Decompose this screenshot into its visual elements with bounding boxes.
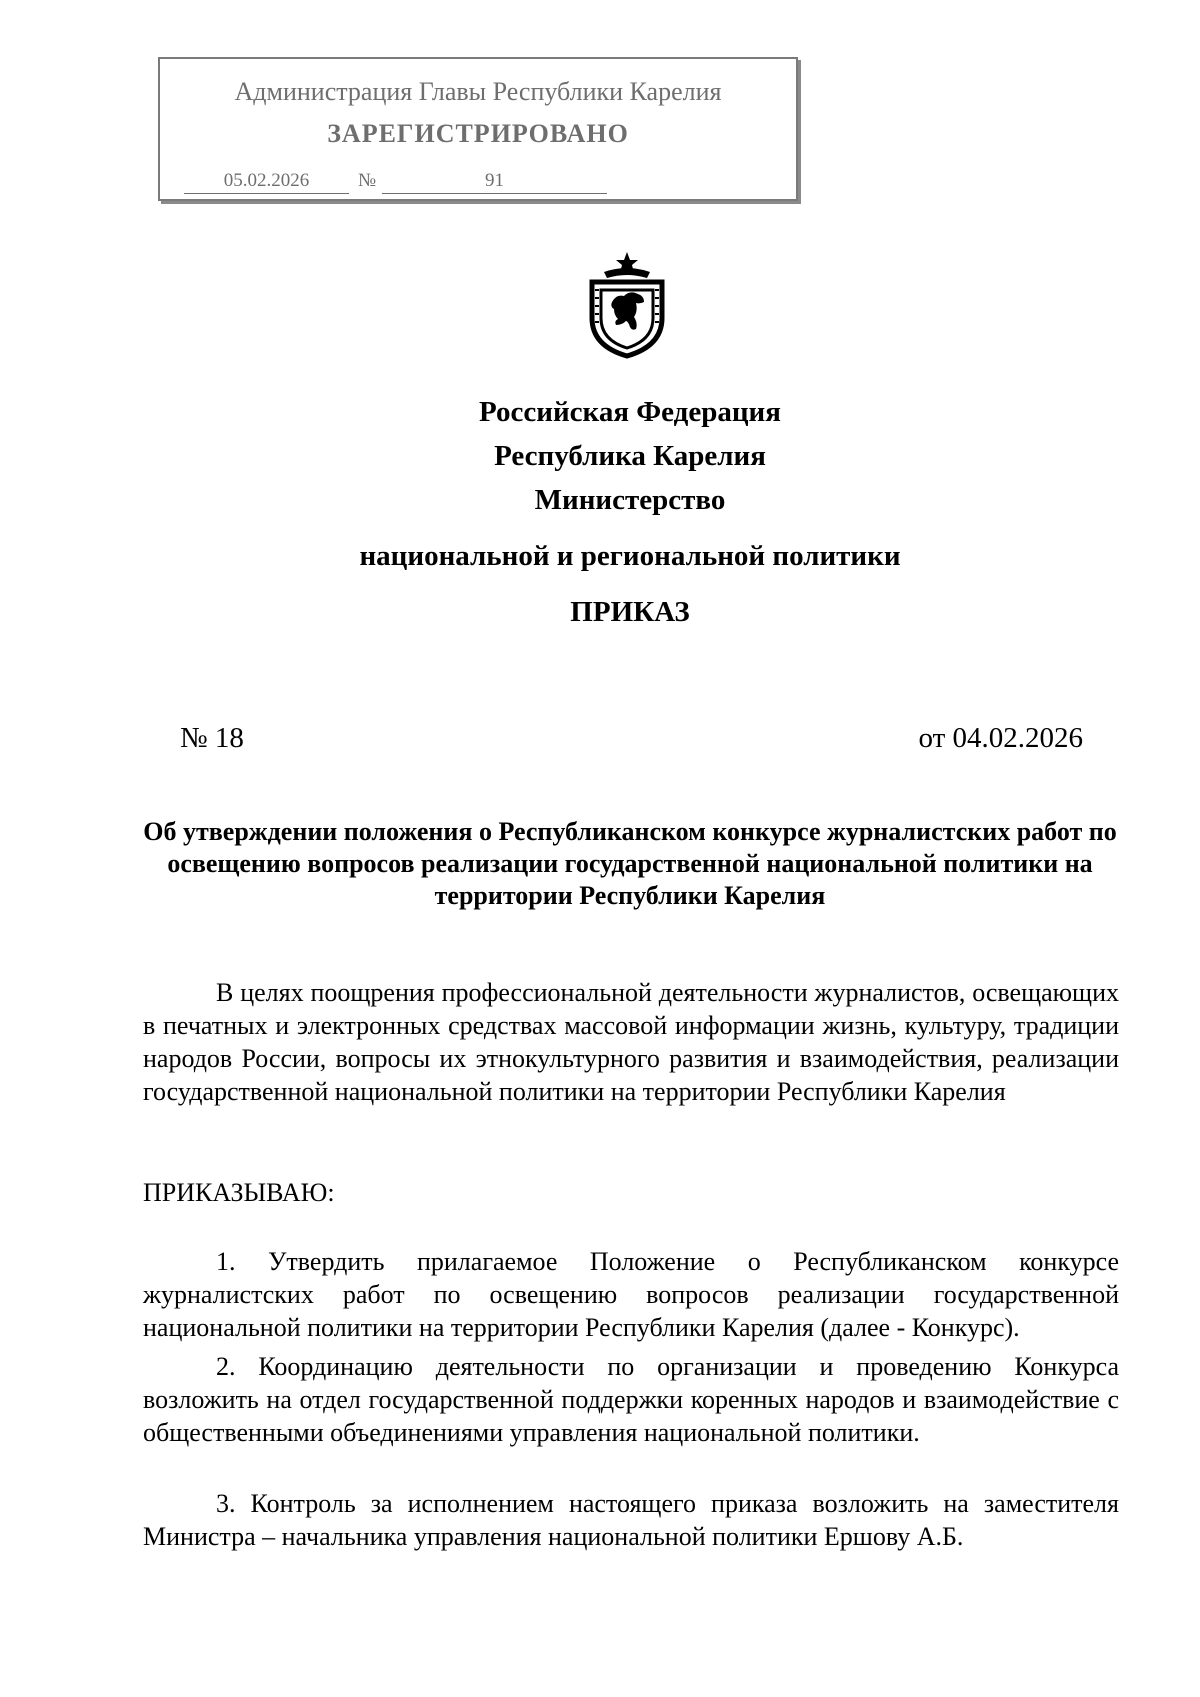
document-type: ПРИКАЗ (570, 596, 690, 628)
stamp-org: Администрация Главы Республики Карелия (234, 77, 722, 106)
header-ministry: Министерство (534, 484, 726, 516)
order-date: от 04.02.2026 (918, 722, 1083, 754)
registration-stamp (158, 57, 798, 201)
stamp-date: 05.02.2026 (184, 169, 349, 194)
stamp-status: ЗАРЕГИСТРИРОВАНО (327, 119, 629, 148)
directive: ПРИКАЗЫВАЮ: (143, 1178, 335, 1207)
header-republic: Республика Карелия (494, 440, 766, 472)
stamp-number-label: № (358, 170, 377, 191)
coat-of-arms-karelia-icon (582, 250, 672, 360)
header-country: Российская Федерация (479, 396, 781, 428)
stamp-number: 91 (382, 169, 607, 194)
preamble-paragraph: В целях поощрения профессиональной деятельности журналистов, освещающих в печатных и электронных средствах массовой информации жизнь, культуру, традиции народов России, вопросы их этнокультурного развития и взаимодействия, реализации государственной национальной политики на территории Республики Карелия (143, 978, 1119, 1106)
item-1: 1. Утвердить прилагаемое Положение о Республиканском конкурсе журналистских работ по освещению вопросов реализации государственной национальной политики на территории Республики Карелия (далее - Конкурс). (143, 1247, 1119, 1342)
document-title: Об утверждении положения о Республиканском конкурсе журналистских работ по освещению вопросов реализации государственной национальной политики на территории Республики Карелия (143, 817, 1117, 910)
header-ministry-name: национальной и региональной политики (359, 540, 901, 572)
item-2: 2. Координацию деятельности по организации и проведению Конкурса возложить на отдел государственной поддержки коренных народов и взаимодействие с общественными объединениями управления национальной политики. (143, 1352, 1119, 1447)
item-3: 3. Контроль за исполнением настоящего приказа возложить на заместителя Министра – начальника управления национальной политики Ершову А.Б. (143, 1489, 1119, 1551)
order-number: № 18 (180, 722, 244, 754)
